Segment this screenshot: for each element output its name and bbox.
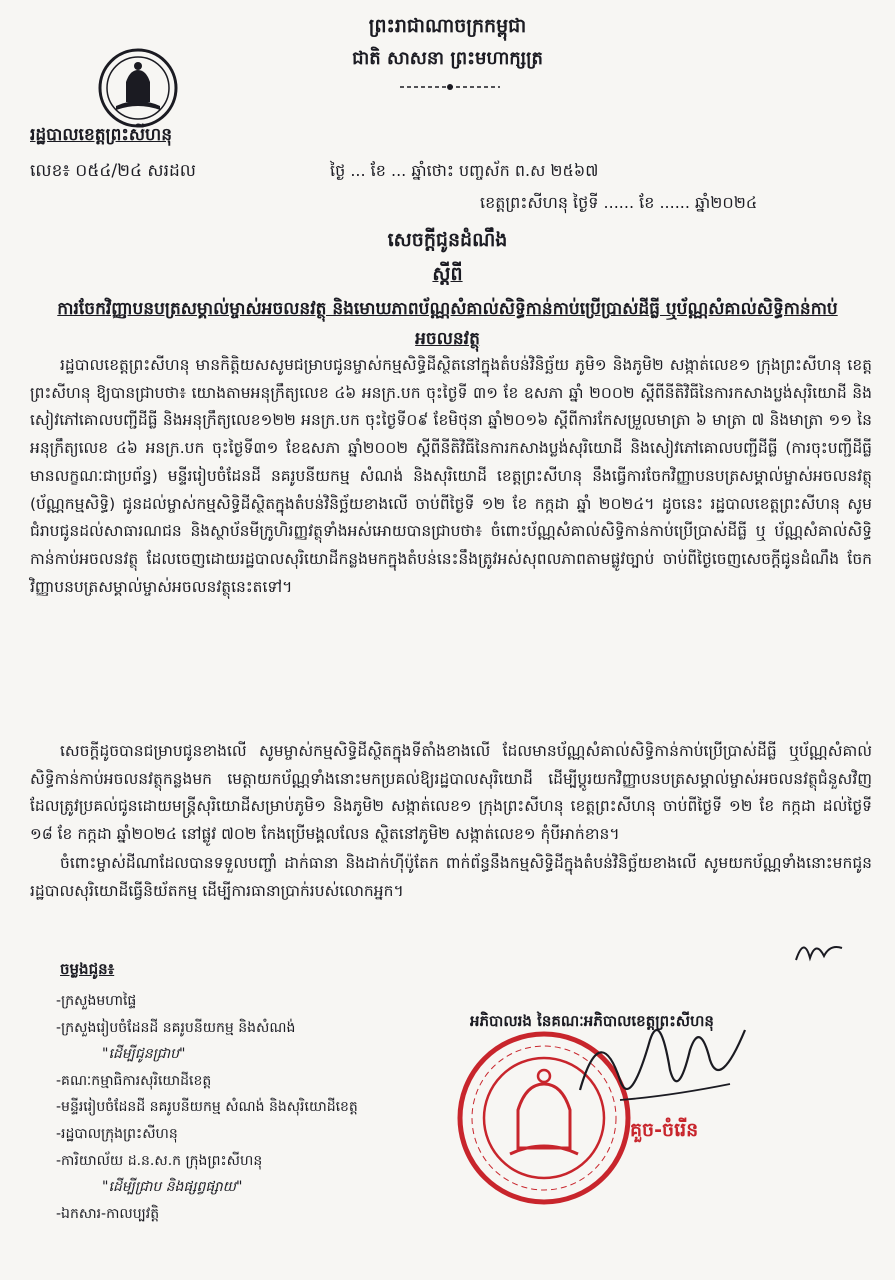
body-paragraph-3: ចំពោះម្ចាស់ដីណាដែលបានទទួលបញ្ចាំ ដាក់ធានា និងដាក់ហ៊ីប៉ូតែក ពាក់ព័ន្ធនឹងកម្មសិទ្ធិដីក្នុងតំបន់វិនិច្ឆ័យខាងលើ សូមយកប័ណ្ណទាំងនោះមកជូនរដ្ឋបាលសុរិយោដីធ្វើនិយ័តកម្ម ដើម្បីការធានាប្រាក់របស់លោកអ្នក។ bbox=[30, 854, 872, 900]
list-item: -រដ្ឋបាលក្រុងព្រះសីហនុ bbox=[56, 1125, 178, 1142]
list-item: -ការិយាល័យ ដ.ន.ស.ក ក្រុងព្រះសីហនុ bbox=[56, 1152, 263, 1169]
document-type-title: សេចក្តីជូនដំណឹង bbox=[387, 229, 508, 251]
signatory-title: អភិបាលរង នៃគណៈអភិបាលខេត្តព្រះសីហនុ bbox=[470, 1012, 714, 1030]
sender-organization: រដ្ឋបាលខេត្តព្រះសីហនុ bbox=[30, 125, 173, 145]
signature-mark-icon bbox=[560, 1000, 760, 1120]
about-label: ស្តីពី bbox=[432, 263, 463, 285]
kingdom-heading: ព្រះរាជាណាចក្រកម្ពុជា bbox=[368, 15, 527, 37]
signatory-name: គួច-ចំរើន bbox=[630, 1119, 699, 1141]
ornament-divider-icon bbox=[395, 80, 505, 94]
list-item: -គណៈកម្មាធិការសុរិយោដីខេត្ត bbox=[56, 1072, 212, 1089]
national-motto: ជាតិ សាសនា ព្រះមហាក្សត្រ bbox=[352, 48, 543, 69]
copies-to-heading: ចម្លងជូន៖ bbox=[60, 960, 115, 978]
body-paragraph-2: សេចក្តីដូចបានជម្រាបជូនខាងលើ សូមម្ចាស់កម្មសិទ្ធិដីស្ថិតក្នុងទីតាំងខាងលើ ដែលមានប័ណ្ណសំគាល់សិទ្ធិកាន់កាប់ប្រើប្រាស់ដីធ្លី ឬប័ណ្ណសំគាល់សិទ្ធិកាន់កាប់អចលនវត្ថុកន្លងមក មេត្តាយកប័ណ្ណទាំងនោះមកប្រគល់ឱ្យរដ្ឋបាលសុរិយោដី ដើម្បីប្តូរយកវិញ្ញាបនបត្រសម្គាល់ម្ចាស់អចលនវត្ថុជំនួសវិញ ដែលត្រូវប្រគល់ជូនដោយមន្ត្រីសុរិយោដីសម្រាប់ភូមិ១ និងភូមិ២ សង្កាត់លេខ១ ក្រុងព្រះសីហនុ ខេត្តព្រះសីហនុ ចាប់ពីថ្ងៃទី ១២ ខែ កក្កដា ដល់ថ្ងៃទី ១៨ ខែ កក្កដា ឆ្នាំ២០២៤ នៅផ្លូវ ៧០២ កែងប្រើមង្គលលែន ស្ថិតនៅភូមិ២ សង្កាត់លេខ១ កុំបីអាក់ខាន។ bbox=[30, 742, 872, 844]
solar-date: ខេត្តព្រះសីហនុ ថ្ងៃទី ...... ខែ ...... ឆ្នាំ២០២៤ bbox=[480, 193, 758, 212]
copies-to-list bbox=[56, 988, 358, 1227]
body-paragraph-1: រដ្ឋបាលខេត្តព្រះសីហនុ មានកិត្តិយសសូមជម្រាបជូនម្ចាស់កម្មសិទ្ធិដីស្ថិតនៅក្នុងតំបន់វិនិច្ឆ័យ ភូមិ១ និងភូមិ២ សង្កាត់លេខ១ ក្រុងព្រះសីហនុ ខេត្តព្រះសីហនុ ឱ្យបានជ្រាបថា៖ យោងតាមអនុក្រឹត្យលេខ ៤៦ អនក្រ.បក ចុះថ្ងៃទី ៣១ ខែ ឧសភា ឆ្នាំ ២០០២ ស្តីពីនីតិវិធីនៃការកសាងប្លង់សុរិយោដី និងសៀវភៅគោលបញ្ជីដីធ្លី និងអនុក្រឹត្យលេខ១២២ អនក្រ.បក ចុះថ្ងៃទី០៩ ខែមិថុនា ឆ្នាំ២០១៦ ស្តីពីការកែសម្រួលមាត្រា ៦ មាត្រា ៧ និងមាត្រា ១១ នៃអនុក្រឹត្យលេខ ៤៦ អនក្រ.បក ចុះថ្ងៃទី៣១ ខែឧសភា ឆ្នាំ២០០២ ស្តីពីនីតិវិធីនៃការកសាងប្លង់សុរិយោដី និងសៀវភៅគោលបញ្ជីដីធ្លី (ការចុះបញ្ជីដីធ្លីមានលក្ខណៈជាប្រព័ន្ធ) មន្ទីររៀបចំដែនដី នគរូបនីយកម្ម សំណង់ និងសុរិយោដី ខេត្តព្រះសីហនុ នឹងធ្វើការចែកវិញ្ញាបនបត្រសម្គាល់ម្ចាស់អចលនវត្ថុ (ប័ណ្ណកម្មសិទ្ធិ) ជូនដល់ម្ចាស់កម្មសិទ្ធិដីស្ថិតក្នុងតំបន់វិនិច្ឆ័យខាងលើ ចាប់ពីថ្ងៃទី ១២ ខែ កក្កដា ឆ្នាំ ២០២៤។ ដូចនេះ រដ្ឋបាលខេត្តព្រះសីហនុ សូមជំរាបជូនដល់សាធារណជន និងស្ថាប័នមីក្រូហិរញ្ញវត្ថុទាំងអស់អោយបានជ្រាបថា៖ ចំពោះប័ណ្ណសំគាល់សិទ្ធិកាន់កាប់ប្រើប្រាស់ដីធ្លី ឬ ប័ណ្ណសំគាល់សិទ្ធិកាន់កាប់អចលនវត្ថុ ដែលចេញដោយរដ្ឋបាលសុរិយោដីកន្លងមកក្នុងតំបន់នេះនឹងត្រូវអស់សុពលភាពតាមផ្លូវច្បាប់ ចាប់ពីថ្ងៃចេញសេចក្តីជូនដំណឹង ចែកវិញ្ញាបនបត្រសម្គាល់ម្ចាស់អចលនវត្ថុនេះតទៅ។ bbox=[30, 356, 873, 596]
list-item: -ឯកសារ-កាលប្បវត្តិ bbox=[56, 1205, 160, 1222]
lunar-date: ថ្ងៃ ... ខែ ... ឆ្នាំថោះ បញ្ចស័ក ព.ស ២៥៦៧ bbox=[330, 161, 599, 180]
list-item: "ដើម្បីជូនជ្រាប" bbox=[102, 1046, 186, 1063]
list-item: -ក្រសួងរៀបចំដែនដី នគរូបនីយកម្ម និងសំណង់ bbox=[56, 1019, 296, 1036]
list-item: -ក្រសួងមហាផ្ទៃ bbox=[56, 993, 137, 1009]
initials-mark-icon bbox=[790, 930, 850, 970]
document-subject: ការចែកវិញ្ញាបនបត្រសម្គាល់ម្ចាស់អចលនវត្ថុ និងមោឃភាពប័ណ្ណសំគាល់សិទ្ធិកាន់កាប់ប្រើប្រាស់ដីធ្លី ឬប័ណ្ណសំគាល់សិទ្ធិកាន់កាប់អចលនវត្ថុ bbox=[57, 299, 838, 349]
list-item: -មន្ទីររៀបចំដែនដី នគរូបនីយកម្ម សំណង់ និងសុរិយោដីខេត្ត bbox=[56, 1099, 358, 1116]
list-item: "ដើម្បីជ្រាប និងផ្សព្វផ្សាយ" bbox=[102, 1179, 243, 1196]
reference-number: លេខ៖ ០៥៤/២៤ សរដល bbox=[30, 161, 196, 181]
